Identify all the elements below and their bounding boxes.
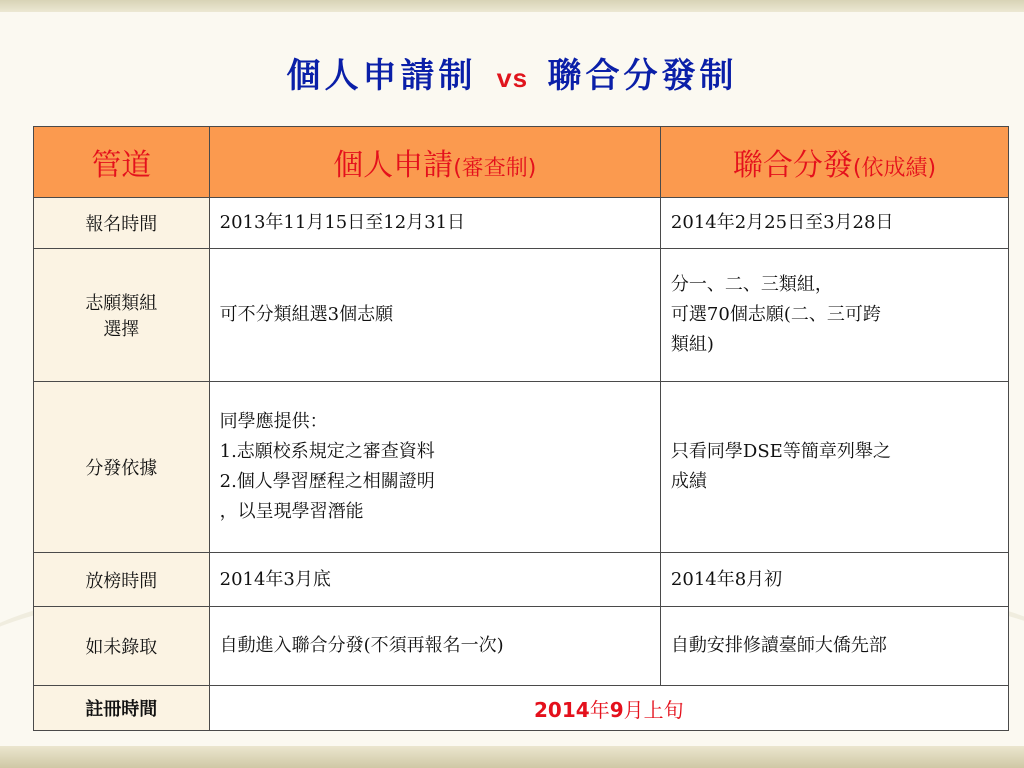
table-row (34, 553, 1009, 607)
header-individual (209, 127, 660, 198)
cell-choice-individual: 可不分類組選3個志願 (209, 249, 660, 382)
cell-choice-joint-line1: 分一、二、三類組， (670, 274, 833, 295)
slide-title (0, 48, 1024, 97)
bottom-decorative-band (0, 746, 1024, 768)
table-header-row (34, 127, 1009, 198)
row-label-enrollment: 註冊時間 (34, 686, 210, 731)
cell-allocation-joint-line2: 成績 (670, 471, 707, 492)
cell-results-joint: 2014年8月初 (660, 553, 1008, 607)
cell-registration-joint: 2014年2月25日至3月28日 (660, 198, 1008, 249)
cell-allocation-individual-line3: 2.個人學習歷程之相關證明 (219, 471, 435, 492)
cell-choice-joint (660, 249, 1008, 382)
enrollment-month: 9 (609, 697, 624, 722)
header-joint-sub: (依成績) (852, 156, 937, 181)
header-joint-main: 聯合分發 (732, 148, 853, 183)
row-label-allocation: 分發依據 (34, 382, 210, 553)
table-row (34, 607, 1009, 686)
header-channel: 管道 (34, 127, 210, 198)
row-label-choice (34, 249, 210, 382)
cell-results-individual: 2014年3月底 (209, 553, 660, 607)
cell-allocation-individual-line1: 同學應提供： (219, 411, 328, 432)
header-individual-sub: (審查制) (453, 156, 537, 181)
enrollment-year: 2014 (534, 697, 590, 722)
cell-allocation-joint-line1: 只看同學DSE等簡章列舉之 (670, 441, 891, 462)
cell-enrollment-value (209, 686, 1008, 731)
cell-registration-individual: 2013年11月15日至12月31日 (209, 198, 660, 249)
header-individual-main: 個人申請 (333, 148, 454, 183)
cell-not-admitted-individual: 自動進入聯合分發(不須再報名一次) (209, 607, 660, 686)
title-left: 個人申請制 (286, 56, 477, 96)
table-row (34, 686, 1009, 731)
cell-allocation-individual-line4: ，以呈現學習潛能 (219, 501, 364, 522)
row-label-not-admitted: 如未錄取 (34, 607, 210, 686)
top-decorative-band (0, 0, 1024, 12)
cell-choice-joint-line2: 可選70個志願(二、三可跨 (670, 304, 881, 325)
cell-allocation-individual-line2: 1.志願校系規定之審查資料 (219, 441, 435, 462)
row-label-choice-line1: 志願類組 (85, 293, 158, 314)
enrollment-year-unit: 年 (589, 697, 610, 722)
table-row (34, 198, 1009, 249)
title-right: 聯合分發制 (547, 56, 738, 96)
cell-not-admitted-joint: 自動安排修讀臺師大僑先部 (660, 607, 1008, 686)
title-vs: vs (496, 65, 528, 95)
cell-allocation-individual (209, 382, 660, 553)
cell-allocation-joint (660, 382, 1008, 553)
cell-choice-joint-line3: 類組) (670, 334, 714, 355)
enrollment-rest: 月上旬 (623, 697, 684, 722)
table-row (34, 249, 1009, 382)
row-label-choice-line2: 選擇 (103, 319, 140, 340)
row-label-registration: 報名時間 (34, 198, 210, 249)
table-row (34, 382, 1009, 553)
header-joint (660, 127, 1008, 198)
row-label-results: 放榜時間 (34, 553, 210, 607)
comparison-table (33, 126, 1009, 731)
